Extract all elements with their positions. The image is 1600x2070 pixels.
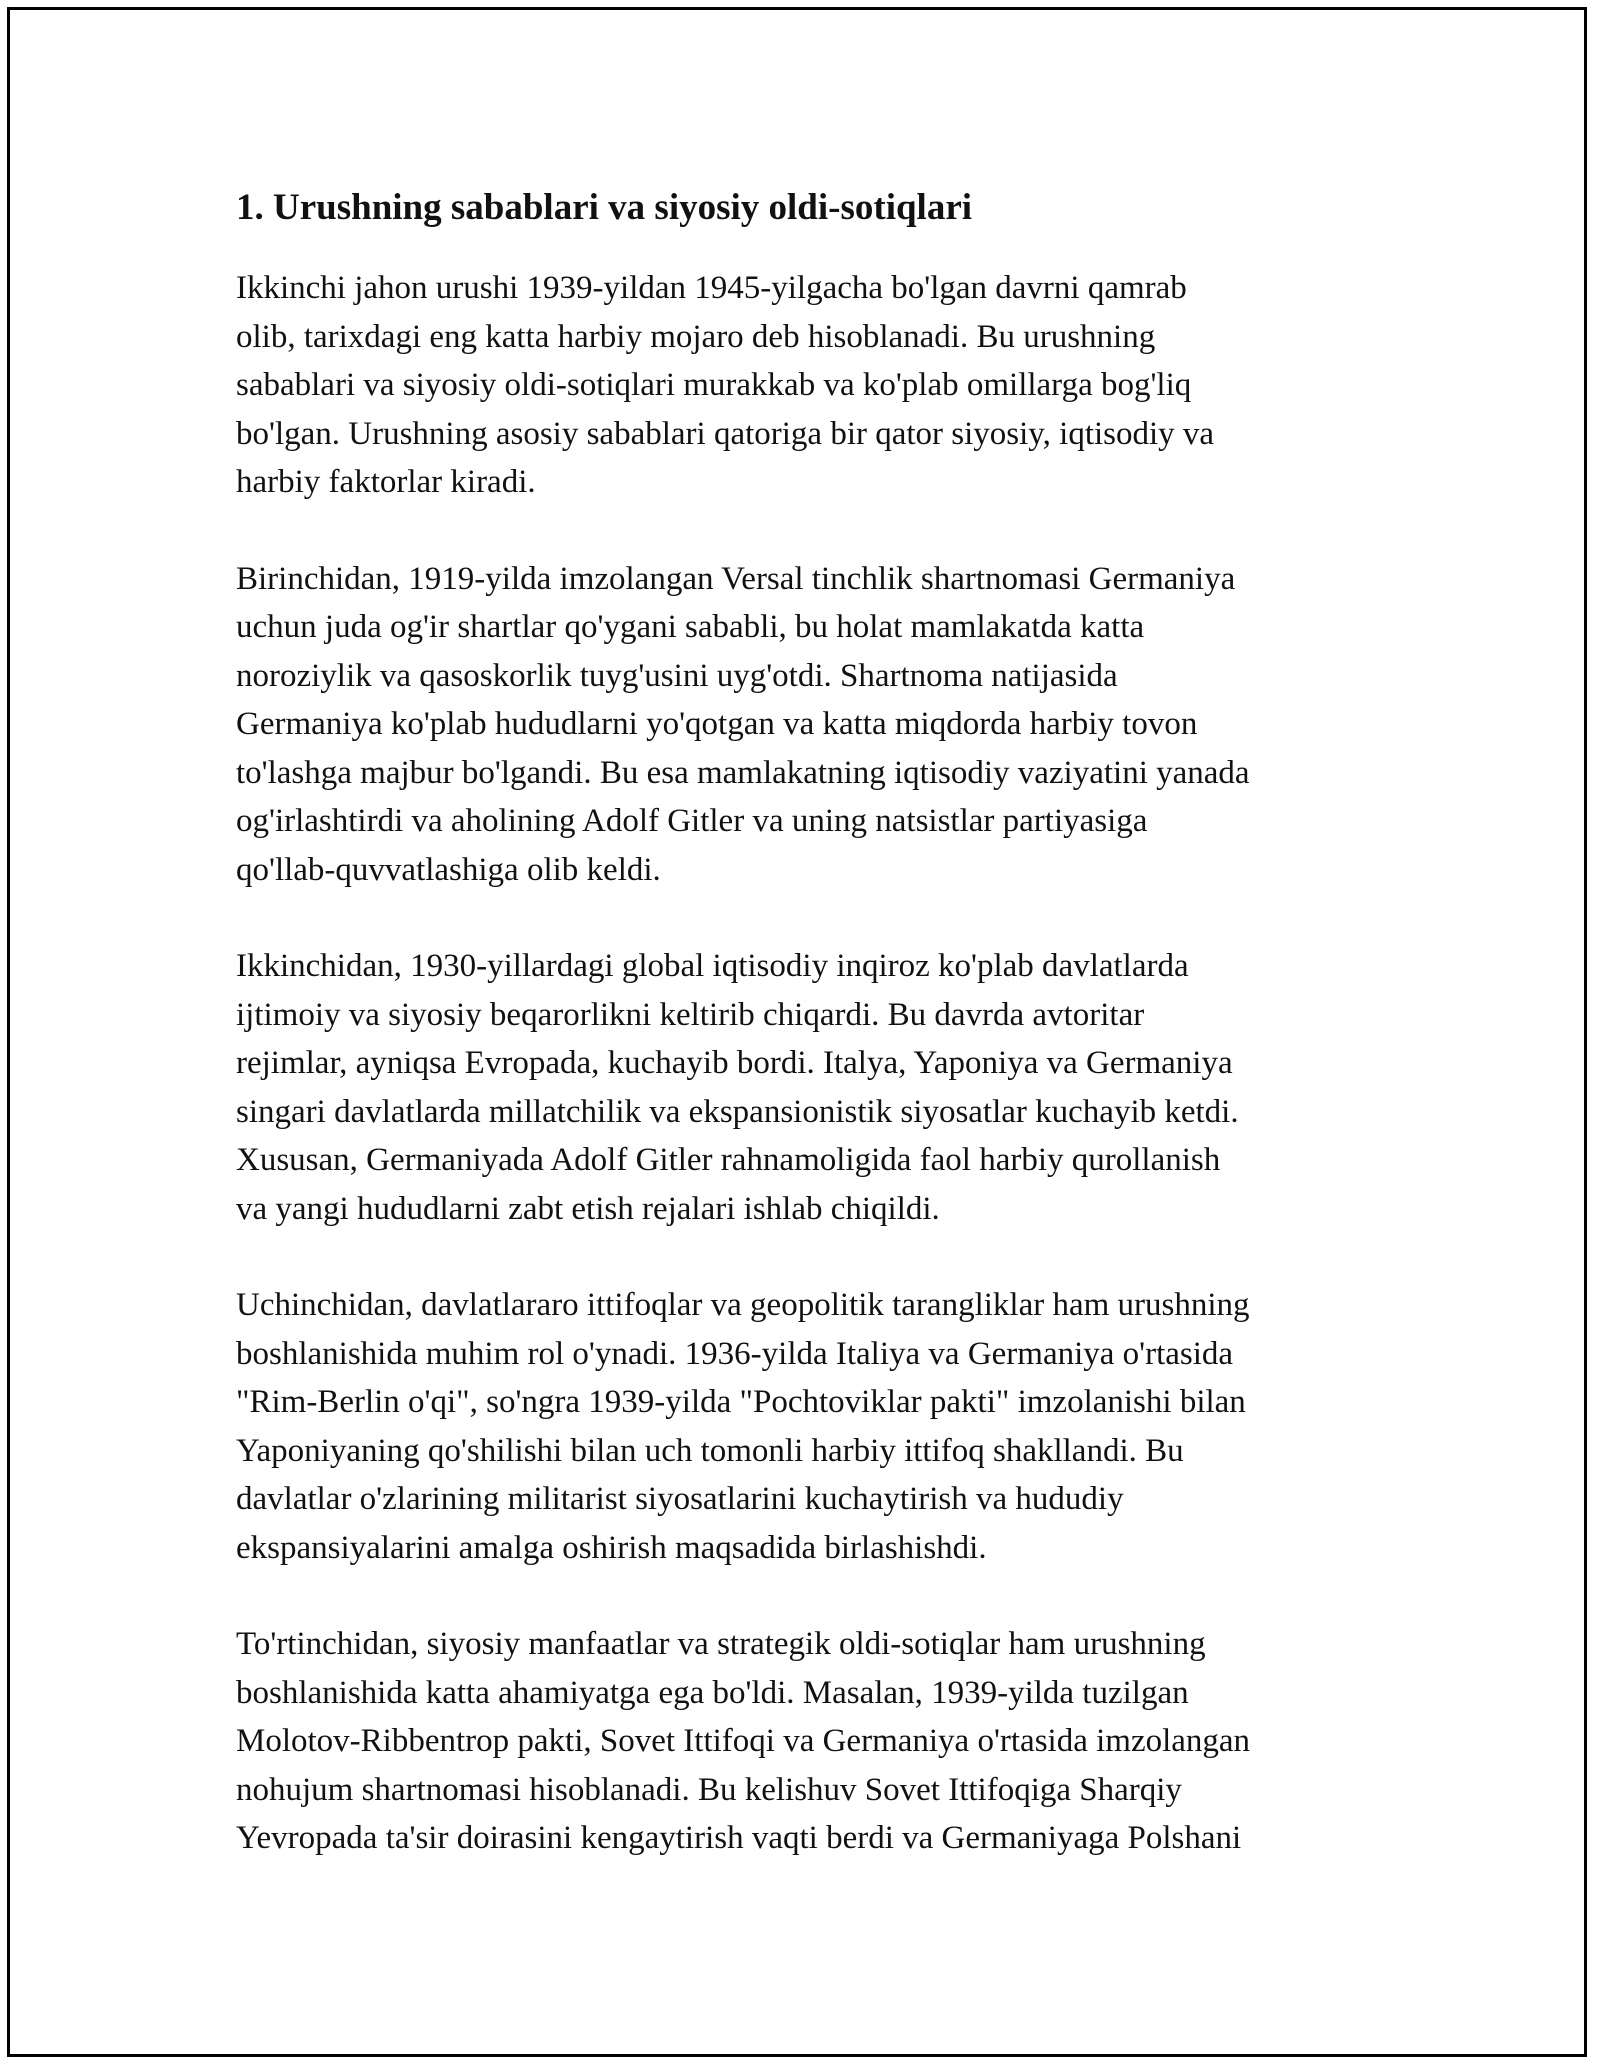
text-line: boshlanishida katta ahamiyatga ega bo'ldi. Masalan, 1939-yilda tuzilgan (236, 1674, 1189, 1711)
text-line: og'irlashtirdi va aholining Adolf Gitler va uning natsistlar partiyasiga (236, 803, 1148, 839)
paragraph-third-cause (236, 1281, 1366, 1572)
text-line: harbiy faktorlar kiradi. (236, 464, 536, 500)
text-line: Xususan, Germaniyada Adolf Gitler rahnamoligida faol harbiy qurollanish (236, 1142, 1221, 1178)
paragraph-fourth-cause (236, 1620, 1366, 1863)
paragraph-second-cause (236, 942, 1366, 1233)
text-line: boshlanishida muhim rol o'ynadi. 1936-yilda Italiya va Germaniya o'rtasida (236, 1335, 1234, 1372)
text-line: olib, tarixdagi eng katta harbiy mojaro deb hisoblanadi. Bu urushning (236, 318, 1156, 355)
text-line: singari davlatlarda millatchilik va ekspansionistik siyosatlar kuchayib ketdi. (236, 1093, 1239, 1130)
section-title: 1. Urushning sabablari va siyosiy oldi-sotiqlari (236, 187, 973, 228)
text-line: va yangi hududlarni zabt etish rejalari ishlab chiqildi. (236, 1190, 940, 1227)
text-line: To'rtinchidan, siyosiy manfaatlar va strategik oldi-sotiqlar ham urushning (236, 1626, 1206, 1662)
text-line: qo'llab-quvvatlashiga olib keldi. (236, 851, 661, 888)
text-line: Birinchidan, 1919-yilda imzolangan Versal tinchlik shartnomasi Germaniya (236, 560, 1236, 597)
paragraph-first-cause (236, 555, 1366, 895)
text-line: ekspansiyalarini amalga oshirish maqsadida birlashishdi. (236, 1529, 987, 1566)
text-line: uchun juda og'ir shartlar qo'ygani sababli, bu holat mamlakatda katta (236, 609, 1145, 645)
text-line: rejimlar, ayniqsa Evropada, kuchayib bordi. Italya, Yaponiya va Germaniya (236, 1045, 1233, 1081)
text-line: Uchinchidan, davlatlararo ittifoqlar va geopolitik tarangliklar ham urushning (236, 1287, 1250, 1323)
text-line: to'lashga majbur bo'lgandi. Bu esa mamlakatning iqtisodiy vaziyatini yanada (236, 754, 1250, 791)
text-line: noroziylik va qasoskorlik tuyg'usini uyg'otdi. Shartnoma natijasida (236, 657, 1118, 694)
text-line: bo'lgan. Urushning asosiy sabablari qatoriga bir qator siyosiy, iqtisodiy va (236, 415, 1215, 452)
text-line: "Rim-Berlin o'qi", so'ngra 1939-yilda "Pochtoviklar pakti" imzolanishi bilan (236, 1384, 1246, 1420)
text-line: nohujum shartnomasi hisoblanadi. Bu kelishuv Sovet Ittifoqiga Sharqiy (236, 1771, 1182, 1808)
text-line: Yaponiyaning qo'shilishi bilan uch tomonli harbiy ittifoq shakllandi. Bu (236, 1432, 1184, 1469)
text-line: Yevropada ta'sir doirasini kengaytirish vaqti berdi va Germaniyaga Polshani (236, 1820, 1242, 1856)
text-line: davlatlar o'zlarining militarist siyosatlarini kuchaytirish va hududiy (236, 1481, 1124, 1517)
text-line: sabablari va siyosiy oldi-sotiqlari murakkab va ko'plab omillarga bog'liq (236, 367, 1192, 403)
text-line: Germaniya ko'plab hududlarni yo'qotgan va katta miqdorda harbiy tovon (236, 706, 1198, 742)
paragraph-intro (236, 264, 1366, 507)
text-line: Ikkinchidan, 1930-yillardagi global iqtisodiy inqiroz ko'plab davlatlarda (236, 948, 1189, 984)
text-line: Molotov-Ribbentrop pakti, Sovet Ittifoqi va Germaniya o'rtasida imzolangan (236, 1723, 1251, 1759)
text-line: ijtimoiy va siyosiy beqarorlikni keltirib chiqardi. Bu davrda avtoritar (236, 996, 1145, 1033)
text-line: Ikkinchi jahon urushi 1939-yildan 1945-yilgacha bo'lgan davrni qamrab (236, 270, 1187, 306)
document-body (236, 184, 1366, 1911)
